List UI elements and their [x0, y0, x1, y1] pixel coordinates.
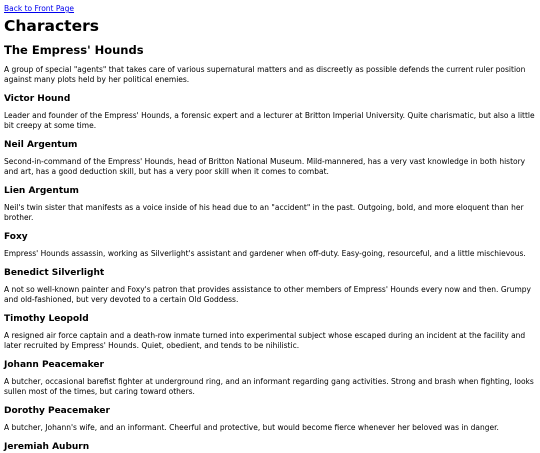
character-entry — [4, 405, 536, 433]
character-entry — [4, 139, 536, 177]
character-description: Second-in-command of the Empress' Hounds, head of Britton National Museum. Mild-mannered, has a very vast knowledge in both history and art, has a good deduction skill, but has a very poor skill when it comes to combat. — [4, 157, 526, 176]
character-entry — [4, 441, 536, 453]
section-title: The Empress' Hounds — [4, 43, 144, 57]
character-description: A butcher, Johann's wife, and an informant. Cheerful and protective, but would become fierce whenever her beloved was in danger. — [4, 423, 499, 432]
character-description: Empress' Hounds assassin, working as Silverlight's assistant and gardener when off-duty. Easy-going, resourceful, and a little mischievous. — [4, 249, 526, 258]
page-title: Characters — [4, 17, 99, 35]
character-description: A butcher, occasional barefist fighter at underground ring, and an informant regarding gang activities. Strong and brash when fighting, looks sullen most of the times, but caring toward others. — [4, 377, 534, 396]
character-entry — [4, 93, 536, 131]
character-entry — [4, 313, 536, 351]
character-entry — [4, 231, 536, 259]
character-name: Timothy Leopold — [4, 314, 89, 324]
character-name: Dorothy Peacemaker — [4, 406, 110, 416]
character-description: A resigned air force captain and a death-row inmate turned into experimental subject whose escaped during an incident at the facility and later recruited by Empress' Hounds. Quiet, obedient, and tends to be nihilistic. — [4, 331, 526, 350]
character-name: Johann Peacemaker — [4, 360, 104, 370]
character-entry — [4, 185, 536, 223]
character-name: Neil Argentum — [4, 140, 78, 150]
character-entry — [4, 359, 536, 397]
character-description: Neil's twin sister that manifests as a voice inside of his head due to an "accident" in the past. Outgoing, bold, and more eloquent than her brother. — [4, 203, 524, 222]
character-name: Benedict Silverlight — [4, 268, 105, 278]
back-to-front-page-link[interactable]: Back to Front Page — [4, 4, 75, 13]
character-name: Foxy — [4, 232, 28, 242]
character-name: Victor Hound — [4, 94, 71, 104]
character-name: Jeremiah Auburn — [4, 442, 90, 452]
character-description: A not so well-known painter and Foxy's patron that provides assistance to other members of Empress' Hounds every now and then. Grumpy and old-fashioned, but very devoted to a certain Old Goddess. — [4, 285, 531, 304]
character-entry — [4, 267, 536, 305]
section-description: A group of special "agents" that takes care of various supernatural matters and as discreetly as possible defends the current ruler position against many plots held by her political enemies. — [4, 65, 526, 84]
character-name: Lien Argentum — [4, 186, 79, 196]
character-description: Leader and founder of the Empress' Hounds, a forensic expert and a lecturer at Britton Imperial University. Quite charismatic, but also a little bit creepy at some time. — [4, 111, 535, 130]
